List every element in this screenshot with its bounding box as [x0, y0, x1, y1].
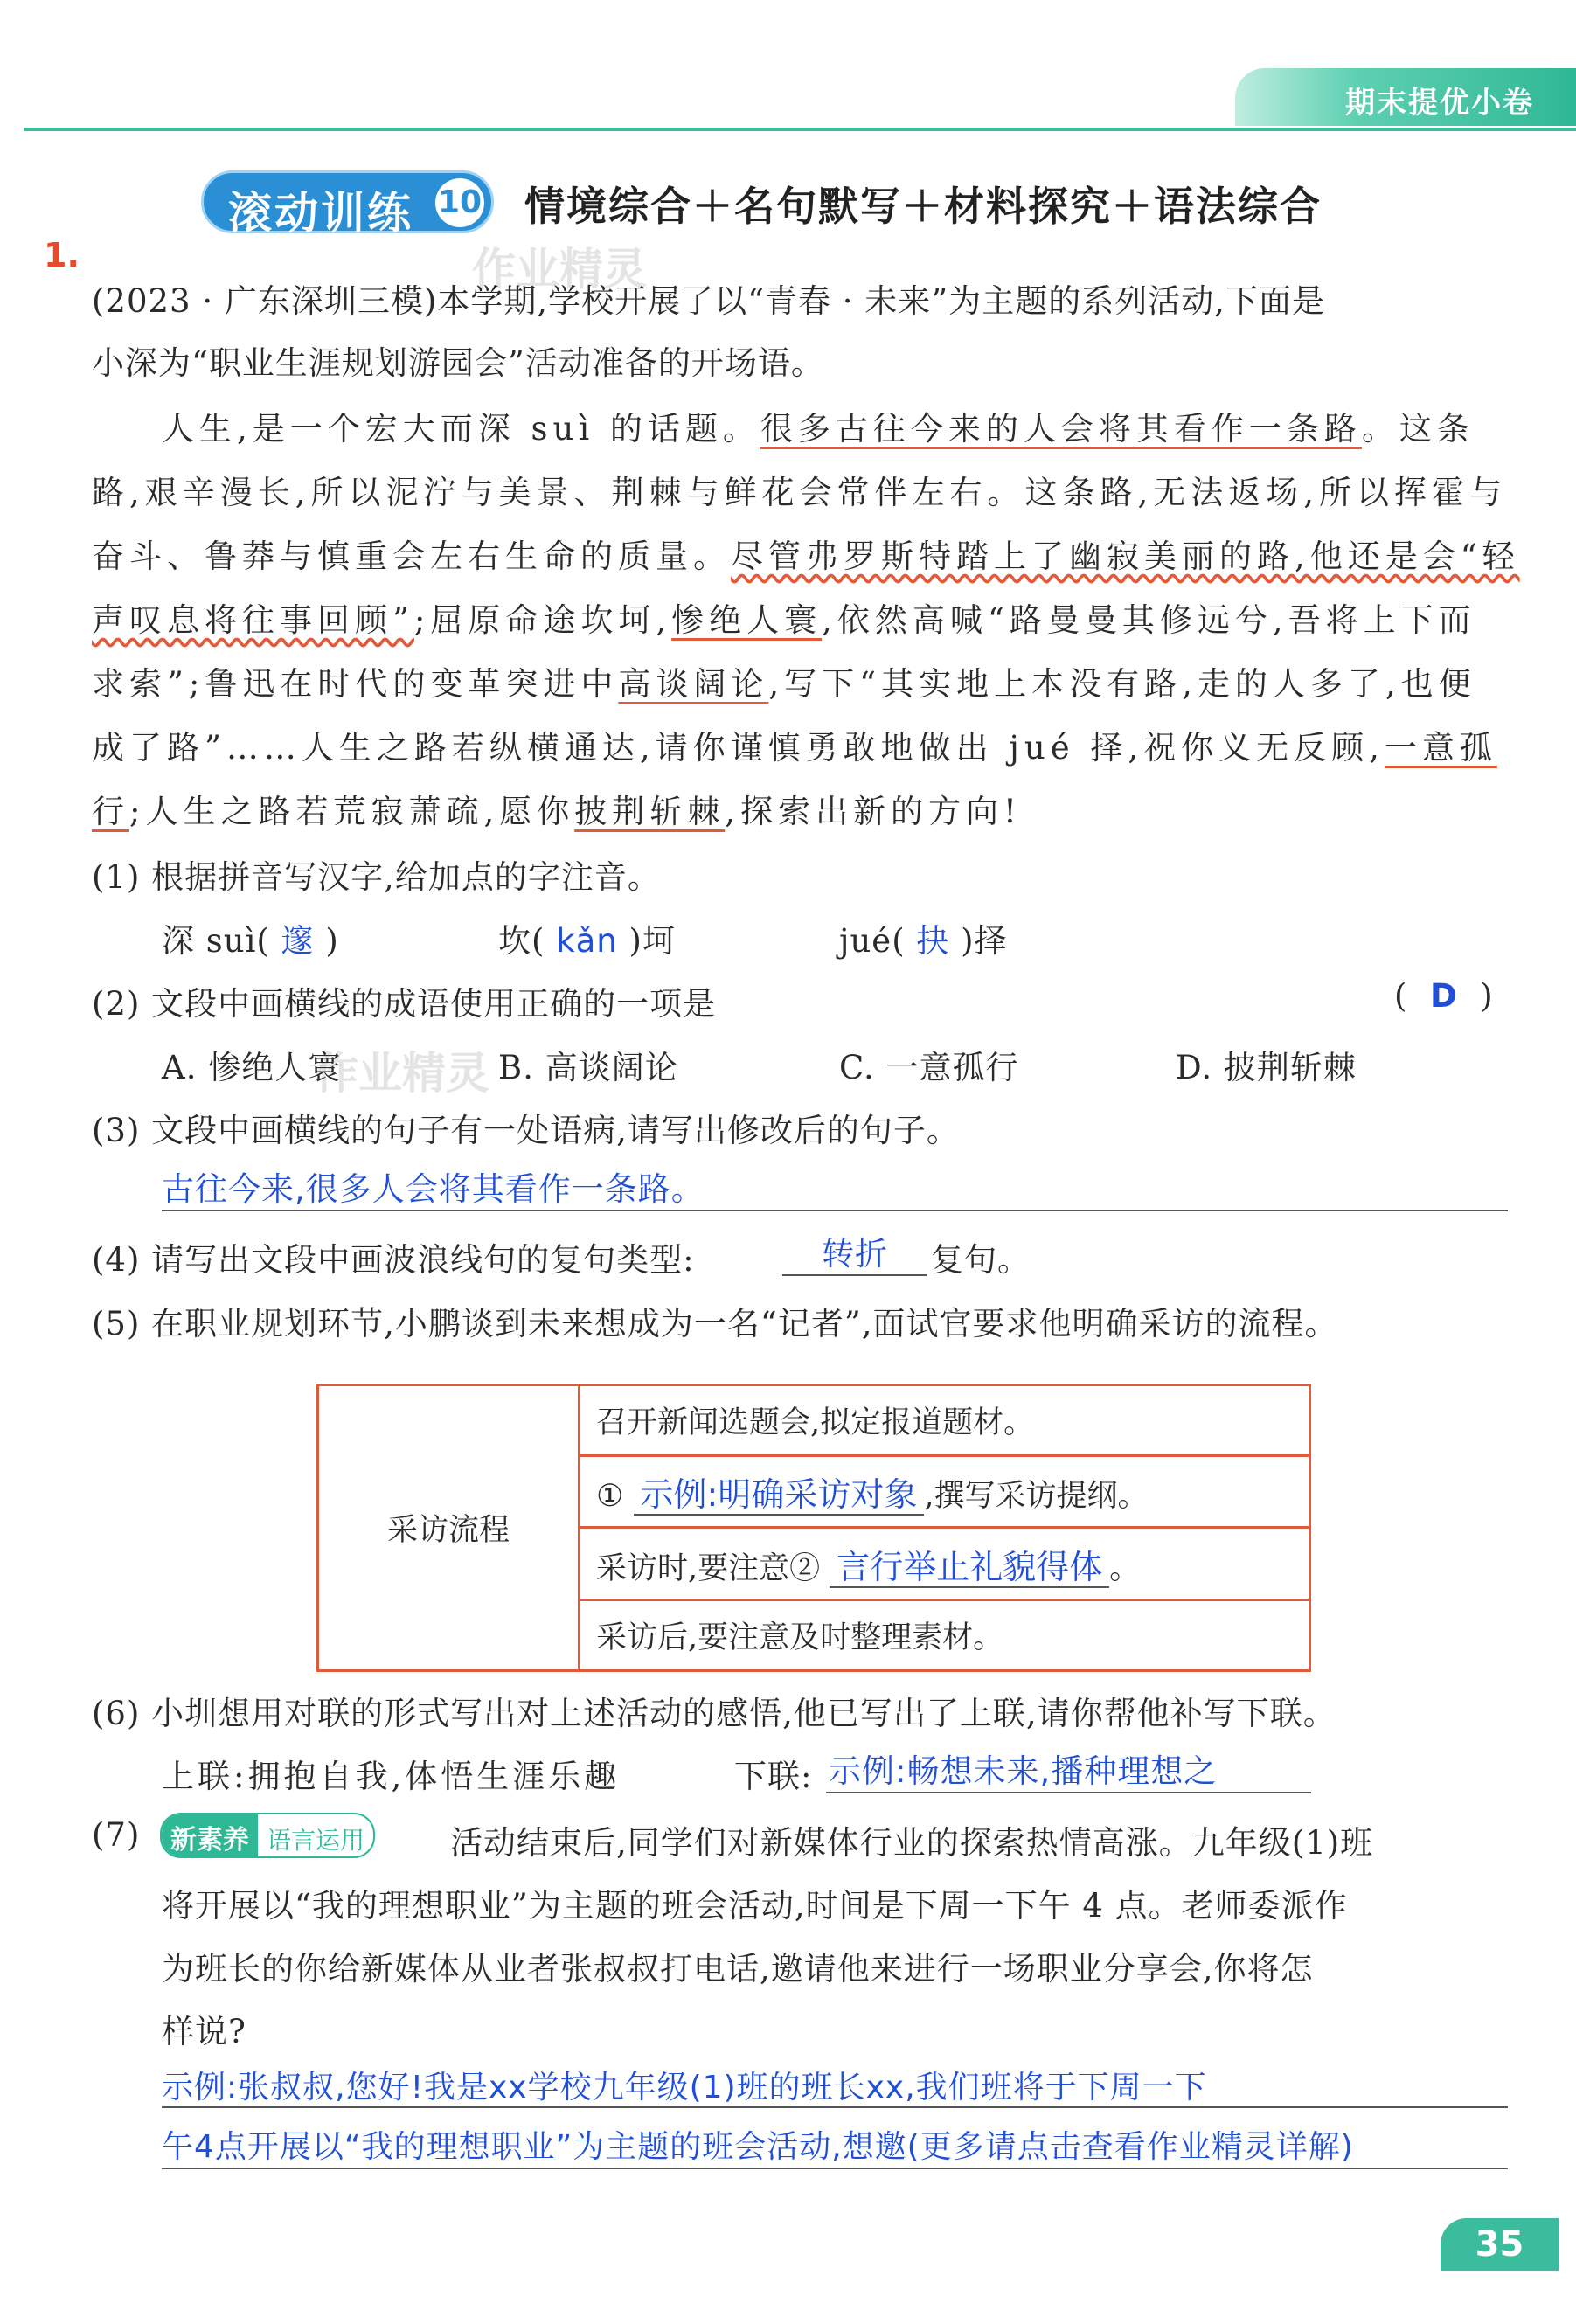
- sub5-label: (5) 在职业规划环节,小鹏谈到未来想成为一名“记者”,面试官要求他明确采访的流程。: [92, 1305, 1338, 1342]
- sub7-answer-rule-2: [162, 2168, 1508, 2169]
- sub6-upper: 上联:拥抱自我,体悟生涯乐趣: [162, 1758, 621, 1795]
- table-left-label: 采访流程: [318, 1385, 580, 1671]
- sub3-answer-line: [162, 1210, 1508, 1211]
- passage-line-4: 声叹息将往事回顾”;屈原命途坎坷,惨绝人寰,依然高喊“路曼曼其修远兮,吾将上下而: [92, 601, 1476, 639]
- sub2-option-d: D. 披荆斩棘: [1176, 1049, 1357, 1086]
- table-row-3: 采访时,要注意② 言行举止礼貌得体 。: [580, 1528, 1310, 1600]
- sub1-label: (1) 根据拼音写汉字,给加点的字注音。: [92, 858, 661, 896]
- sub7-line-3: 为班长的你给新媒体从业者张叔叔打电话,邀请他来进行一场职业分享会,你将怎: [162, 1950, 1314, 1988]
- table-row-2: ① 示例:明确采访对象 ,撰写采访提纲。: [580, 1455, 1310, 1528]
- passage-line-7: 行;人生之路若荒寂萧疏,愿你披荆斩棘,探索出新的方向!: [92, 793, 1022, 830]
- question-number: 1.: [44, 236, 80, 274]
- sub7-line-4: 样说?: [162, 2013, 246, 2050]
- interview-flow-table: [316, 1384, 1311, 1672]
- watermark: 作业精灵: [472, 244, 647, 295]
- sub7-number: (7): [92, 1816, 141, 1854]
- intro-line-1: (2023 · 广东深圳三模)本学期,学校开展了以“青春 · 未来”为主题的系列活动,下面是: [92, 282, 1325, 320]
- sub4-answer-line: [782, 1274, 927, 1276]
- sub6-label: (6) 小圳想用对联的形式写出对上述活动的感悟,他已写出了上联,请你帮他补写下联。: [92, 1695, 1336, 1732]
- sub6-lower-label: 下联:: [734, 1758, 813, 1795]
- title-badge: [201, 170, 494, 239]
- sub7-line-1: 活动结束后,同学们对新媒体行业的探索热情高涨。九年级(1)班: [450, 1824, 1374, 1862]
- watermark: 作业精灵: [315, 1048, 489, 1099]
- passage-line-5: 求索”;鲁迅在时代的变革突进中高谈阔论,写下“其实地上本没有路,走的人多了,也便: [92, 665, 1476, 703]
- passage-line-6: 成了路”……人生之路若纵横通达,请你谨慎勇敢地做出 jué 择,祝你义无反顾,一意孤: [92, 729, 1497, 767]
- sub2-option-b: B. 高谈阔论: [498, 1049, 678, 1086]
- sub1-item-3: jué( 抉 )择: [839, 922, 1008, 960]
- section-tab: [1235, 68, 1576, 126]
- section-tab-label: 期末提优小卷: [1345, 86, 1534, 121]
- page-number: 35: [1441, 2218, 1559, 2271]
- sub7-answer-rule-1: [162, 2106, 1508, 2108]
- sub1-item-2: 坎( kǎn )坷: [498, 922, 676, 960]
- sub2-answer-bracket: ( D ): [1394, 977, 1494, 1015]
- title-badge-label: 滚动训练: [228, 187, 413, 239]
- new-literacy-tag: 新素养 语言运用: [160, 1813, 375, 1858]
- sub3-answer: 古往今来,很多人会将其看作一条路。: [162, 1170, 705, 1208]
- title-badge-number: 10: [435, 178, 484, 227]
- sub7-answer-line-1: 示例:张叔叔,您好!我是xx学校九年级(1)班的班长xx,我们班将于下周一下: [162, 2070, 1207, 2105]
- sub2-option-c: C. 一意孤行: [839, 1049, 1019, 1086]
- intro-line-2: 小深为“职业生涯规划游园会”活动准备的开场语。: [92, 344, 824, 382]
- passage-line-2: 路,艰辛漫长,所以泥泞与美景、荆棘与鲜花会常伴左右。这条路,无法返场,所以挥霍与: [92, 474, 1508, 511]
- sub4-answer: 转折: [822, 1235, 888, 1273]
- table-row-4: 采访后,要注意及时整理素材。: [580, 1600, 1310, 1671]
- sub7-line-2: 将开展以“我的理想职业”为主题的班会活动,时间是下周一下午 4 点。老师委派作: [162, 1887, 1348, 1925]
- sub7-answer-line-2: 午4点开展以“我的理想职业”为主题的班会活动,想邀(更多请点击查看作业精灵详解): [162, 2129, 1354, 2165]
- sub1-item-1: 深 suì( 邃 ): [162, 922, 339, 960]
- sub6-answer-line: [826, 1792, 1311, 1793]
- sub4-label: (4) 请写出文段中画波浪线句的复句类型:: [92, 1241, 695, 1279]
- sub3-label: (3) 文段中画横线的句子有一处语病,请写出修改后的句子。: [92, 1112, 960, 1149]
- sub6-answer: 示例:畅想未来,播种理想之: [829, 1752, 1218, 1790]
- page-title: 情境综合＋名句默写＋材料探究＋语法综合: [524, 183, 1322, 230]
- passage-line-3: 奋斗、鲁莽与慎重会左右生命的质量。尽管弗罗斯特踏上了幽寂美丽的路,他还是会“轻: [92, 538, 1520, 575]
- sub2-option-a: A. 惨绝人寰: [162, 1049, 342, 1086]
- sub2-label: (2) 文段中画横线的成语使用正确的一项是: [92, 985, 717, 1023]
- sub4-suffix: 复句。: [931, 1241, 1031, 1279]
- table-row-1: 召开新闻选题会,拟定报道题材。: [580, 1385, 1310, 1456]
- header-divider: [24, 128, 1576, 131]
- passage-line-1: 人生,是一个宏大而深 suì 的话题。很多古往今来的人会将其看作一条路。这条: [162, 410, 1475, 447]
